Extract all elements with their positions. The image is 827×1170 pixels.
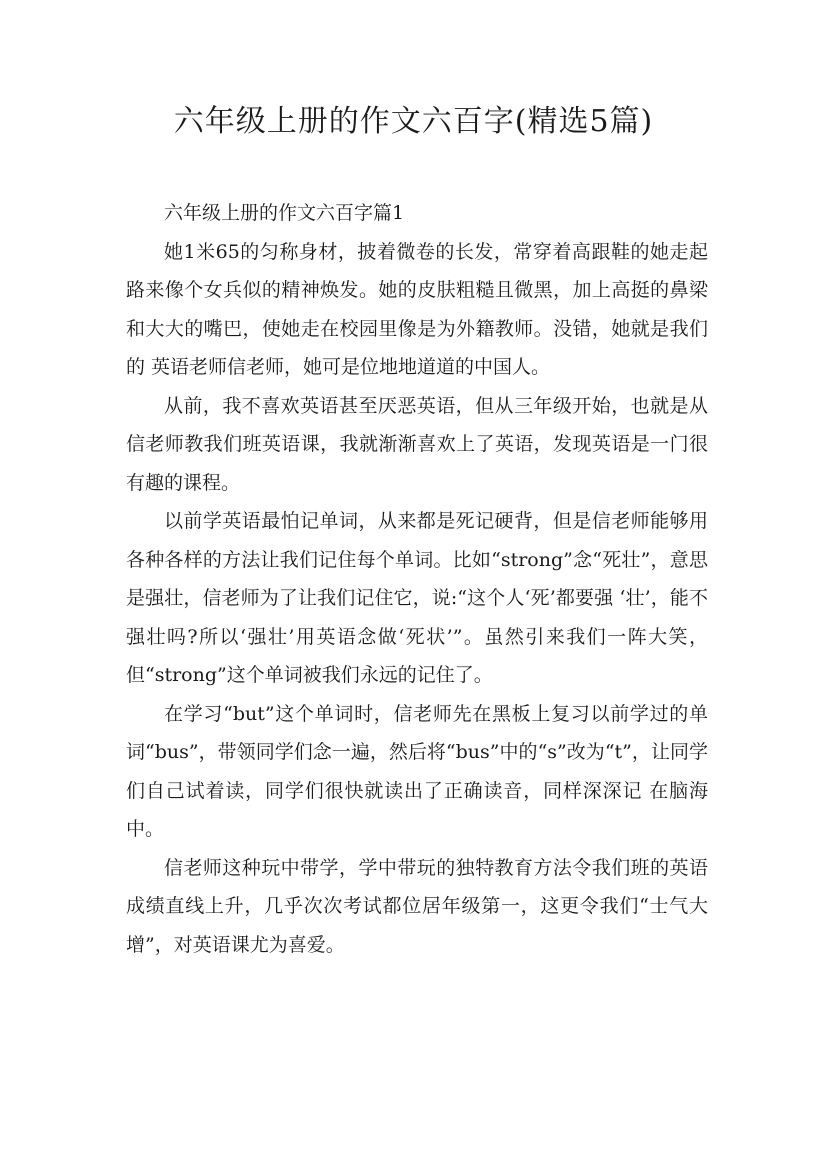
document-title: 六年级上册的作文六百字(精选5篇) (173, 104, 654, 139)
paragraph: 以前学英语最怕记单词，从来都是死记硬背，但是信老师能够用各种各样的方法让我们记住每个单词。比如“strong”念“死壮”，意思是强壮，信老师为了让我们记住它，说:“这个人‘死’都要强 ‘壮’，能不强壮吗?所以‘强壮’用英语念做‘死状’”。虽然引来我们一阵大笑，但“strong”这个单词被我们永远的记住了。 (126, 510, 708, 686)
paragraph: 她1米65的匀称身材，披着微卷的长发，常穿着高跟鞋的她走起路来像个女兵似的精神焕发。她的皮肤粗糙且微黑，加上高挺的鼻梁和大大的嘴巴，使她走在校园里像是为外籍教师。没错，她就是我们的 英语老师信老师，她可是位地地道道的中国人。 (126, 240, 708, 378)
section-heading: 六年级上册的作文六百字篇1 (164, 202, 405, 224)
paragraph: 信老师这种玩中带学，学中带玩的独特教育方法令我们班的英语成绩直线上升，几乎次次考试都位居年级第一，这更令我们“士气大增”，对英语课尤为喜爱。 (126, 856, 708, 956)
paragraph: 在学习“but”这个单词时，信老师先在黑板上复习以前学过的单词“bus”，带领同学们念一遍，然后将“bus”中的“s”改为“t”，让同学们自己试着读，同学们很快就读出了正确读音，同样深深记 在脑海中。 (126, 702, 708, 840)
paragraph: 从前，我不喜欢英语甚至厌恶英语，但从三年级开始，也就是从信老师教我们班英语课，我就渐渐喜欢上了英语，发现英语是一门很有趣的课程。 (126, 394, 708, 494)
document-body (126, 194, 708, 964)
